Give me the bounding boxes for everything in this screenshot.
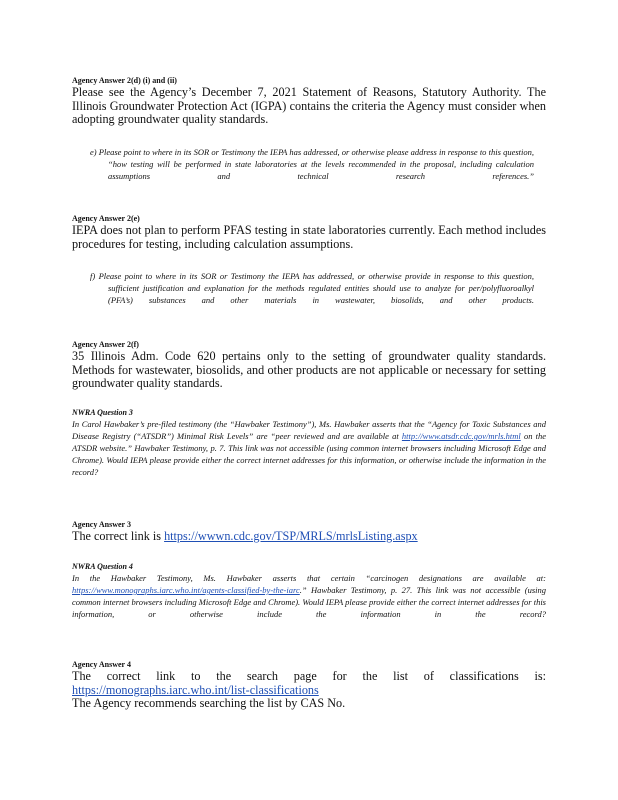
- answer-2f-label: Agency Answer 2(f): [72, 340, 139, 349]
- iarc-agents-link[interactable]: https://www.monographs.iarc.who.int/agents-classified-by-the-iarc: [72, 585, 300, 595]
- answer-4-text: The correct link to the search page for the list of classifications is:: [72, 669, 546, 683]
- atsdr-mrls-link[interactable]: http://www.atsdr.cdc.gov/mrls.html: [401, 431, 521, 441]
- question-2e-text: e) Please point to where in its SOR or Testimony the IEPA has addressed, or otherwise please address in response to this question, “how testing will be performed in state laboratories at the levels recommended in the proposal, including calculation assumptions and technical research references.”: [90, 147, 534, 181]
- answer-2d-section: [72, 76, 546, 127]
- iarc-classifications-link[interactable]: https://monographs.iarc.who.int/list-classifications: [72, 682, 319, 697]
- nwra-question-4-text-end: .” Hawbaker Testimony, p. 27. This link was not accessible (using common internet browsers including Microsoft Edge and Chrome). Would IEPA please provide either the correct internet addresses for this information, or otherwise include the information in the record?: [72, 585, 546, 619]
- cdc-mrls-link[interactable]: https://wwwn.cdc.gov/TSP/MRLS/mrlsListing.aspx: [164, 529, 418, 543]
- answer-2e-section: [72, 214, 546, 251]
- answer-3-section: [72, 520, 546, 544]
- answer-3-text: [72, 530, 546, 544]
- nwra-question-4-text-start: In the Hawbaker Testimony, Ms. Hawbaker asserts that certain “carcinogen designations are available at:: [72, 573, 546, 583]
- nwra-question-3-label: NWRA Question 3: [72, 408, 133, 417]
- nwra-question-3-text: [72, 418, 546, 478]
- answer-2e-text: IEPA does not plan to perform PFAS testing in state laboratories currently. Each method includes procedures for testing, including calculation assumptions.: [72, 223, 546, 251]
- nwra-question-4-label: NWRA Question 4: [72, 562, 133, 571]
- nwra-question-4-text: [72, 572, 546, 620]
- question-2e-section: [90, 146, 534, 182]
- answer-2e-label: Agency Answer 2(e): [72, 214, 140, 223]
- nwra-question-3-text-start: In Carol Hawbaker’s pre-filed testimony (the “Hawbaker Testimony”), Ms. Hawbaker asserts that the “Agency for Toxic Substances and Disease Registry (“ATSDR”) Minimal Risk Levels” are “peer reviewed and are available at: [72, 419, 546, 441]
- nwra-question-3-section: [72, 408, 546, 478]
- answer-2d-text: Please see the Agency’s December 7, 2021 Statement of Reasons, Statutory Authority. The Illinois Groundwater Protection Act (IGPA) contains the criteria the Agency must consider when adopting groundwater quality standards.: [72, 85, 546, 127]
- answer-4-section: [72, 660, 546, 711]
- answer-2d-label: Agency Answer 2(d) (i) and (ii): [72, 76, 177, 85]
- answer-3-prefix: The correct link is: [72, 529, 165, 543]
- answer-4-closing: The Agency recommends searching the list by CAS No.: [72, 696, 346, 711]
- nwra-question-4-section: [72, 562, 546, 620]
- question-2f-section: [90, 270, 534, 306]
- answer-4-label: Agency Answer 4: [72, 660, 131, 669]
- answer-2f-text: 35 Illinois Adm. Code 620 pertains only to the setting of groundwater quality standards. Methods for wastewater, biosolids, and other products are not applicable or necessary for setting groundwater quality standards.: [72, 349, 546, 391]
- answer-2f-section: [72, 340, 546, 391]
- question-2f-text: f) Please point to where in its SOR or Testimony the IEPA has addressed, or otherwise provide in response to this question, sufficient justification and explanation for the methods regulated entities should use to analyze for per/polyfluoroalkyl (PFA’s) substances and other materials in wastewater, biosolids, and other products.: [90, 271, 534, 305]
- answer-4-link-line: [72, 684, 546, 698]
- nwra-question-3-text-end: on the ATSDR website.” Hawbaker Testimony, p. 7. This link was not accessible (using common internet browsers including Microsoft Edge and Chrome). Would IEPA please provide either the correct internet addresses for this information, or otherwise include the information in the record?: [72, 431, 546, 477]
- answer-3-label: Agency Answer 3: [72, 520, 131, 529]
